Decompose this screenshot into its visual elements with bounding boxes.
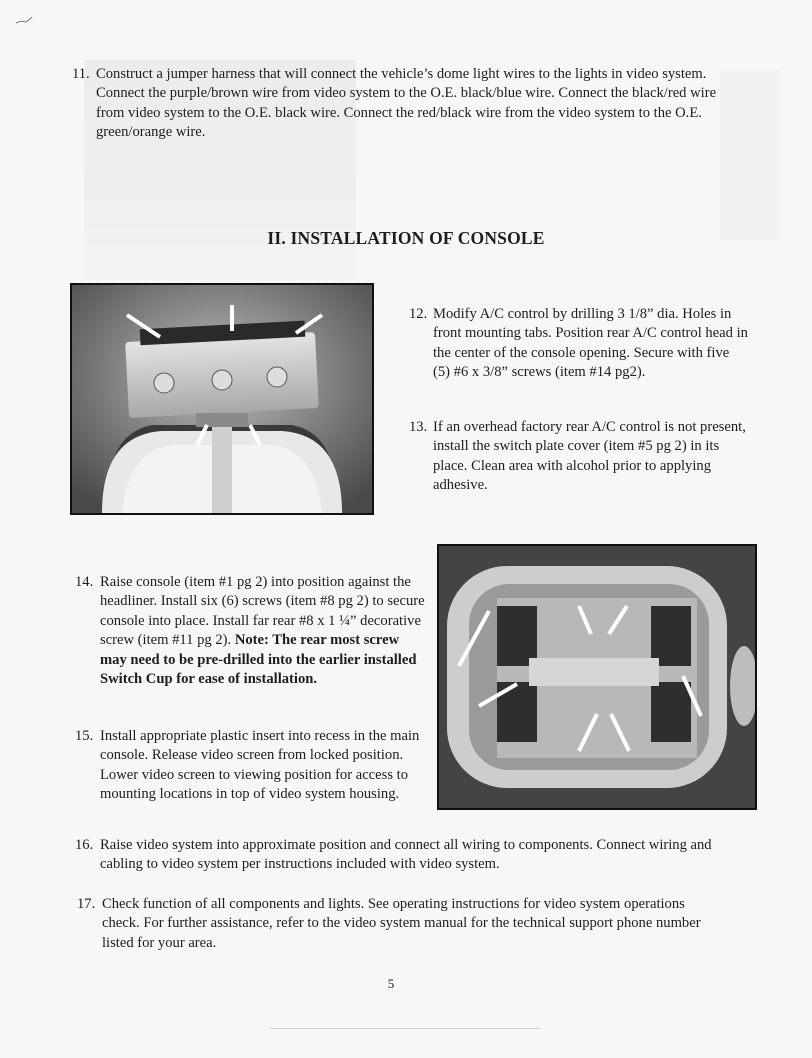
step-number: 14. [75, 574, 94, 590]
step-text: Check function of all components and lights. See operating instructions for video system operations check. For further assistance, refer to the video system manual for the technical support phone number listed for your area. [102, 896, 701, 951]
console-photo [437, 544, 757, 810]
step-16 [75, 836, 715, 875]
step-text: Construct a jumper harness that will connect the vehicle’s dome light wires to the lights in video system. Connect the purple/brown wire from video system to the O.E. black/blue wire. Connect the black/red wire from video system to the O.E. black wire. Connect the red/black wire from the video system to the O.E. green/orange wire. [96, 66, 717, 141]
scan-mark [14, 14, 34, 28]
step-text: Raise video system into approximate position and connect all wiring to components. Connect wiring and cabling to video system per instructions included with video system. [100, 837, 712, 873]
bleed-through-shadow-right [720, 70, 780, 240]
step-number: 16. [75, 837, 94, 853]
step-text-wrapper [75, 573, 427, 689]
step-number: 12. [409, 306, 428, 322]
step-15 [75, 727, 427, 805]
scan-rule [270, 1028, 540, 1029]
step-text: Modify A/C control by drilling 3 1/8” dia. Holes in front mounting tabs. Position rear A/C control head in the center of the console opening. Secure with five (5) #6 x 3/8” screws (item #14 pg2). [433, 306, 748, 381]
section-title: II. INSTALLATION OF CONSOLE [267, 228, 545, 248]
step-note: Note: The rear most screw may need to be pre-drilled into the earlier installed Switch Cup for ease of installation. [100, 632, 417, 688]
ac-control-photo [70, 283, 374, 515]
step-11 [72, 65, 727, 143]
step-number: 17. [77, 896, 96, 912]
step-17 [77, 895, 717, 953]
step-12 [409, 305, 749, 383]
step-number: 15. [75, 728, 94, 744]
step-13 [409, 418, 749, 496]
step-number: 13. [409, 419, 428, 435]
step-14 [75, 573, 427, 689]
step-text: Raise console (item #1 pg 2) into position against the headliner. Install six (6) screws (item #8 pg 2) to secure console into place. Install far rear #8 x 1 ¼” decorative screw (item #11 pg 2). [100, 574, 425, 649]
step-number: 11. [72, 66, 90, 82]
step-text: If an overhead factory rear A/C control is not present, install the switch plate cover (item #5 pg 2) in its place. Clean area with alcohol prior to applying adhesive. [433, 419, 746, 494]
step-text: Install appropriate plastic insert into recess in the main console. Release video screen from locked position. Lower video screen to viewing position for access to mounting locations in top of video system housing. [100, 728, 420, 803]
page-number: 5 [387, 976, 395, 991]
